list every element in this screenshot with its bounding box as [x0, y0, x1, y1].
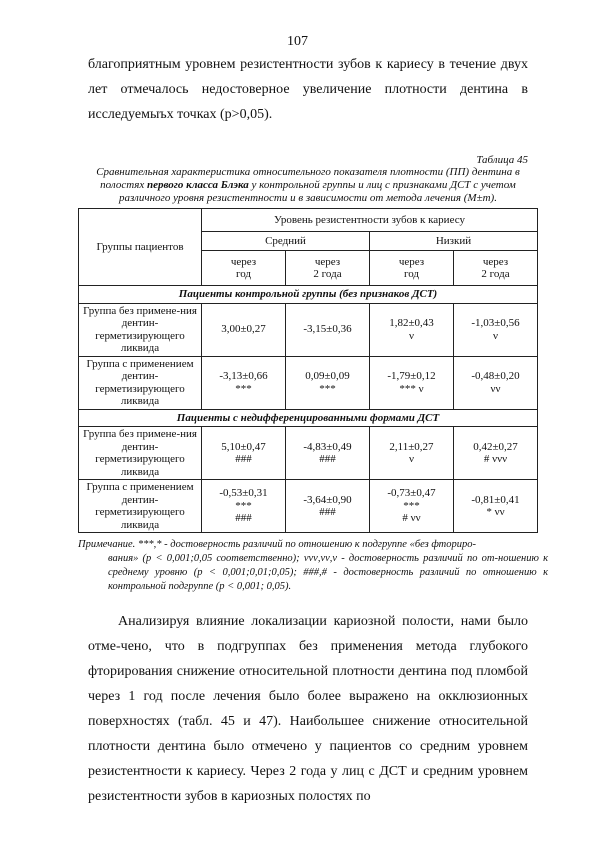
value-cell: [370, 480, 454, 533]
value-cell: [454, 480, 538, 533]
value-cell: [202, 303, 286, 356]
data-table: [78, 208, 538, 533]
cell-value: -0,73±0,47: [387, 487, 436, 500]
value-cell: [370, 427, 454, 480]
header-row-1: [79, 209, 538, 232]
caption-text-2: у контрольной группы и лиц с признаками ДСТ с учетом различного уровня резистентности и в зависимости от метода лечения (M±m).: [119, 179, 516, 204]
header-medium-2y: через 2 года: [286, 251, 370, 286]
header-medium-1y: через год: [202, 251, 286, 286]
significance-mark: ###: [235, 453, 252, 465]
value-cell: [454, 427, 538, 480]
cell-value: 0,09±0,09: [305, 370, 350, 382]
significance-mark: *** ν: [399, 382, 424, 395]
significance-mark: ν: [409, 329, 414, 342]
significance-mark: ###: [319, 453, 336, 465]
group-cell: Группа без примене-ния дентин-герметизирующего ликвида: [79, 303, 202, 356]
significance-mark: ν: [493, 329, 498, 342]
cell-value: 5,10±0,47: [221, 440, 266, 453]
cell-value: -4,83±0,49: [303, 440, 352, 453]
header-low-2y: через 2 года: [454, 251, 538, 286]
table-label: Таблица 45: [476, 154, 528, 166]
header-medium: Средний: [202, 232, 370, 251]
table-row: [79, 303, 538, 356]
header-groups: Группы пациентов: [79, 209, 202, 286]
cell-value: -0,48±0,20: [471, 370, 520, 382]
significance-mark: ***: [403, 499, 420, 512]
value-cell: [202, 427, 286, 480]
table-note: [78, 538, 548, 594]
section-title: Пациенты контрольной группы (без признаков ДСТ): [79, 286, 538, 304]
table-caption: [78, 166, 538, 205]
significance-mark: ###: [235, 512, 252, 525]
value-cell: [454, 303, 538, 356]
group-cell: Группа с применением дентин-герметизирующего ликвида: [79, 480, 202, 533]
table-row: [79, 480, 538, 533]
header-level: Уровень резистентности зубов к кариесу: [202, 209, 538, 232]
caption-text-1: Сравнительная характеристика относительного показателя плотности (ПП) дентина в полостях: [96, 166, 520, 191]
note-first-line: Примечание. ***,* - достоверность различий по отношению к подгруппе «без фториро-: [78, 539, 477, 550]
value-cell: [454, 356, 538, 409]
value-cell: [370, 303, 454, 356]
significance-mark: * νν: [486, 506, 505, 518]
value-cell: [370, 356, 454, 409]
significance-mark: νν: [490, 382, 501, 395]
cell-value: -3,64±0,90: [303, 493, 352, 506]
value-cell: [202, 480, 286, 533]
caption-bold: первого класса Блэка: [147, 179, 249, 191]
table-row: [79, 356, 538, 409]
page-number: 107: [287, 34, 308, 49]
cell-value: 3,00±0,27: [221, 323, 266, 336]
significance-mark: ***: [319, 382, 336, 395]
intro-paragraph: благоприятным уровнем резистентности зубов к кариесу в течение двух лет отмечалось недостоверное увеличение плотности дентина в исследуемыъх точках (р>0,05).: [88, 57, 528, 122]
value-cell: [286, 427, 370, 480]
section-title: Пациенты с недифференцированными формами ДСТ: [79, 409, 538, 427]
note-rest: вания» (р < 0,001;0,05 соответственно); ννν,νν,ν - достоверность различий по от-ношению к среднему уровню (р < 0,001;0,01;0,05); ###,# - достоверность различий по отношению к контрольной подгруппе (р < 0,001; 0,05).: [108, 553, 548, 592]
value-cell: [202, 356, 286, 409]
cell-value: -0,81±0,41: [471, 493, 520, 506]
significance-mark: # ννν: [483, 453, 508, 465]
group-cell: Группа без примене-ния дентин-герметизирующего ликвида: [79, 427, 202, 480]
significance-mark: ***: [235, 382, 252, 395]
significance-mark: ###: [319, 506, 336, 518]
table-body: [79, 286, 538, 533]
significance-mark: ***: [235, 499, 252, 512]
header-low: Низкий: [370, 232, 538, 251]
header-low-1y: через год: [370, 251, 454, 286]
significance-mark: # νν: [402, 512, 421, 525]
value-cell: [286, 303, 370, 356]
cell-value: -3,15±0,36: [303, 323, 352, 336]
cell-value: -3,13±0,66: [219, 370, 268, 382]
section-row: [79, 409, 538, 427]
value-cell: [286, 356, 370, 409]
cell-value: -1,79±0,12: [387, 370, 436, 382]
group-cell: Группа с применением дентин-герметизирующего ликвида: [79, 356, 202, 409]
significance-mark: ν: [409, 453, 414, 465]
body-paragraph: Анализируя влияние локализации кариозной полости, нами было отме-чено, что в подгруппах без применения метода глубокого фторирования снижение относительной плотности дентина под пломбой через 1 год после лечения было более выражено на окклюзионных поверхностях (табл. 45 и 47). Наибольшее снижение относительной плотности дентина было отмечено у пациентов со средним уровнем резистентности к кариесу. Через 2 года у лиц с ДСТ и средним уровнем резистентности зубов в кариозных полостях по: [88, 614, 528, 804]
value-cell: [286, 480, 370, 533]
cell-value: 1,82±0,43: [389, 317, 434, 329]
cell-value: -1,03±0,56: [471, 317, 520, 329]
cell-value: -0,53±0,31: [219, 487, 268, 500]
table-row: [79, 427, 538, 480]
cell-value: 2,11±0,27: [389, 440, 434, 453]
cell-value: 0,42±0,27: [473, 440, 518, 453]
section-row: [79, 286, 538, 304]
